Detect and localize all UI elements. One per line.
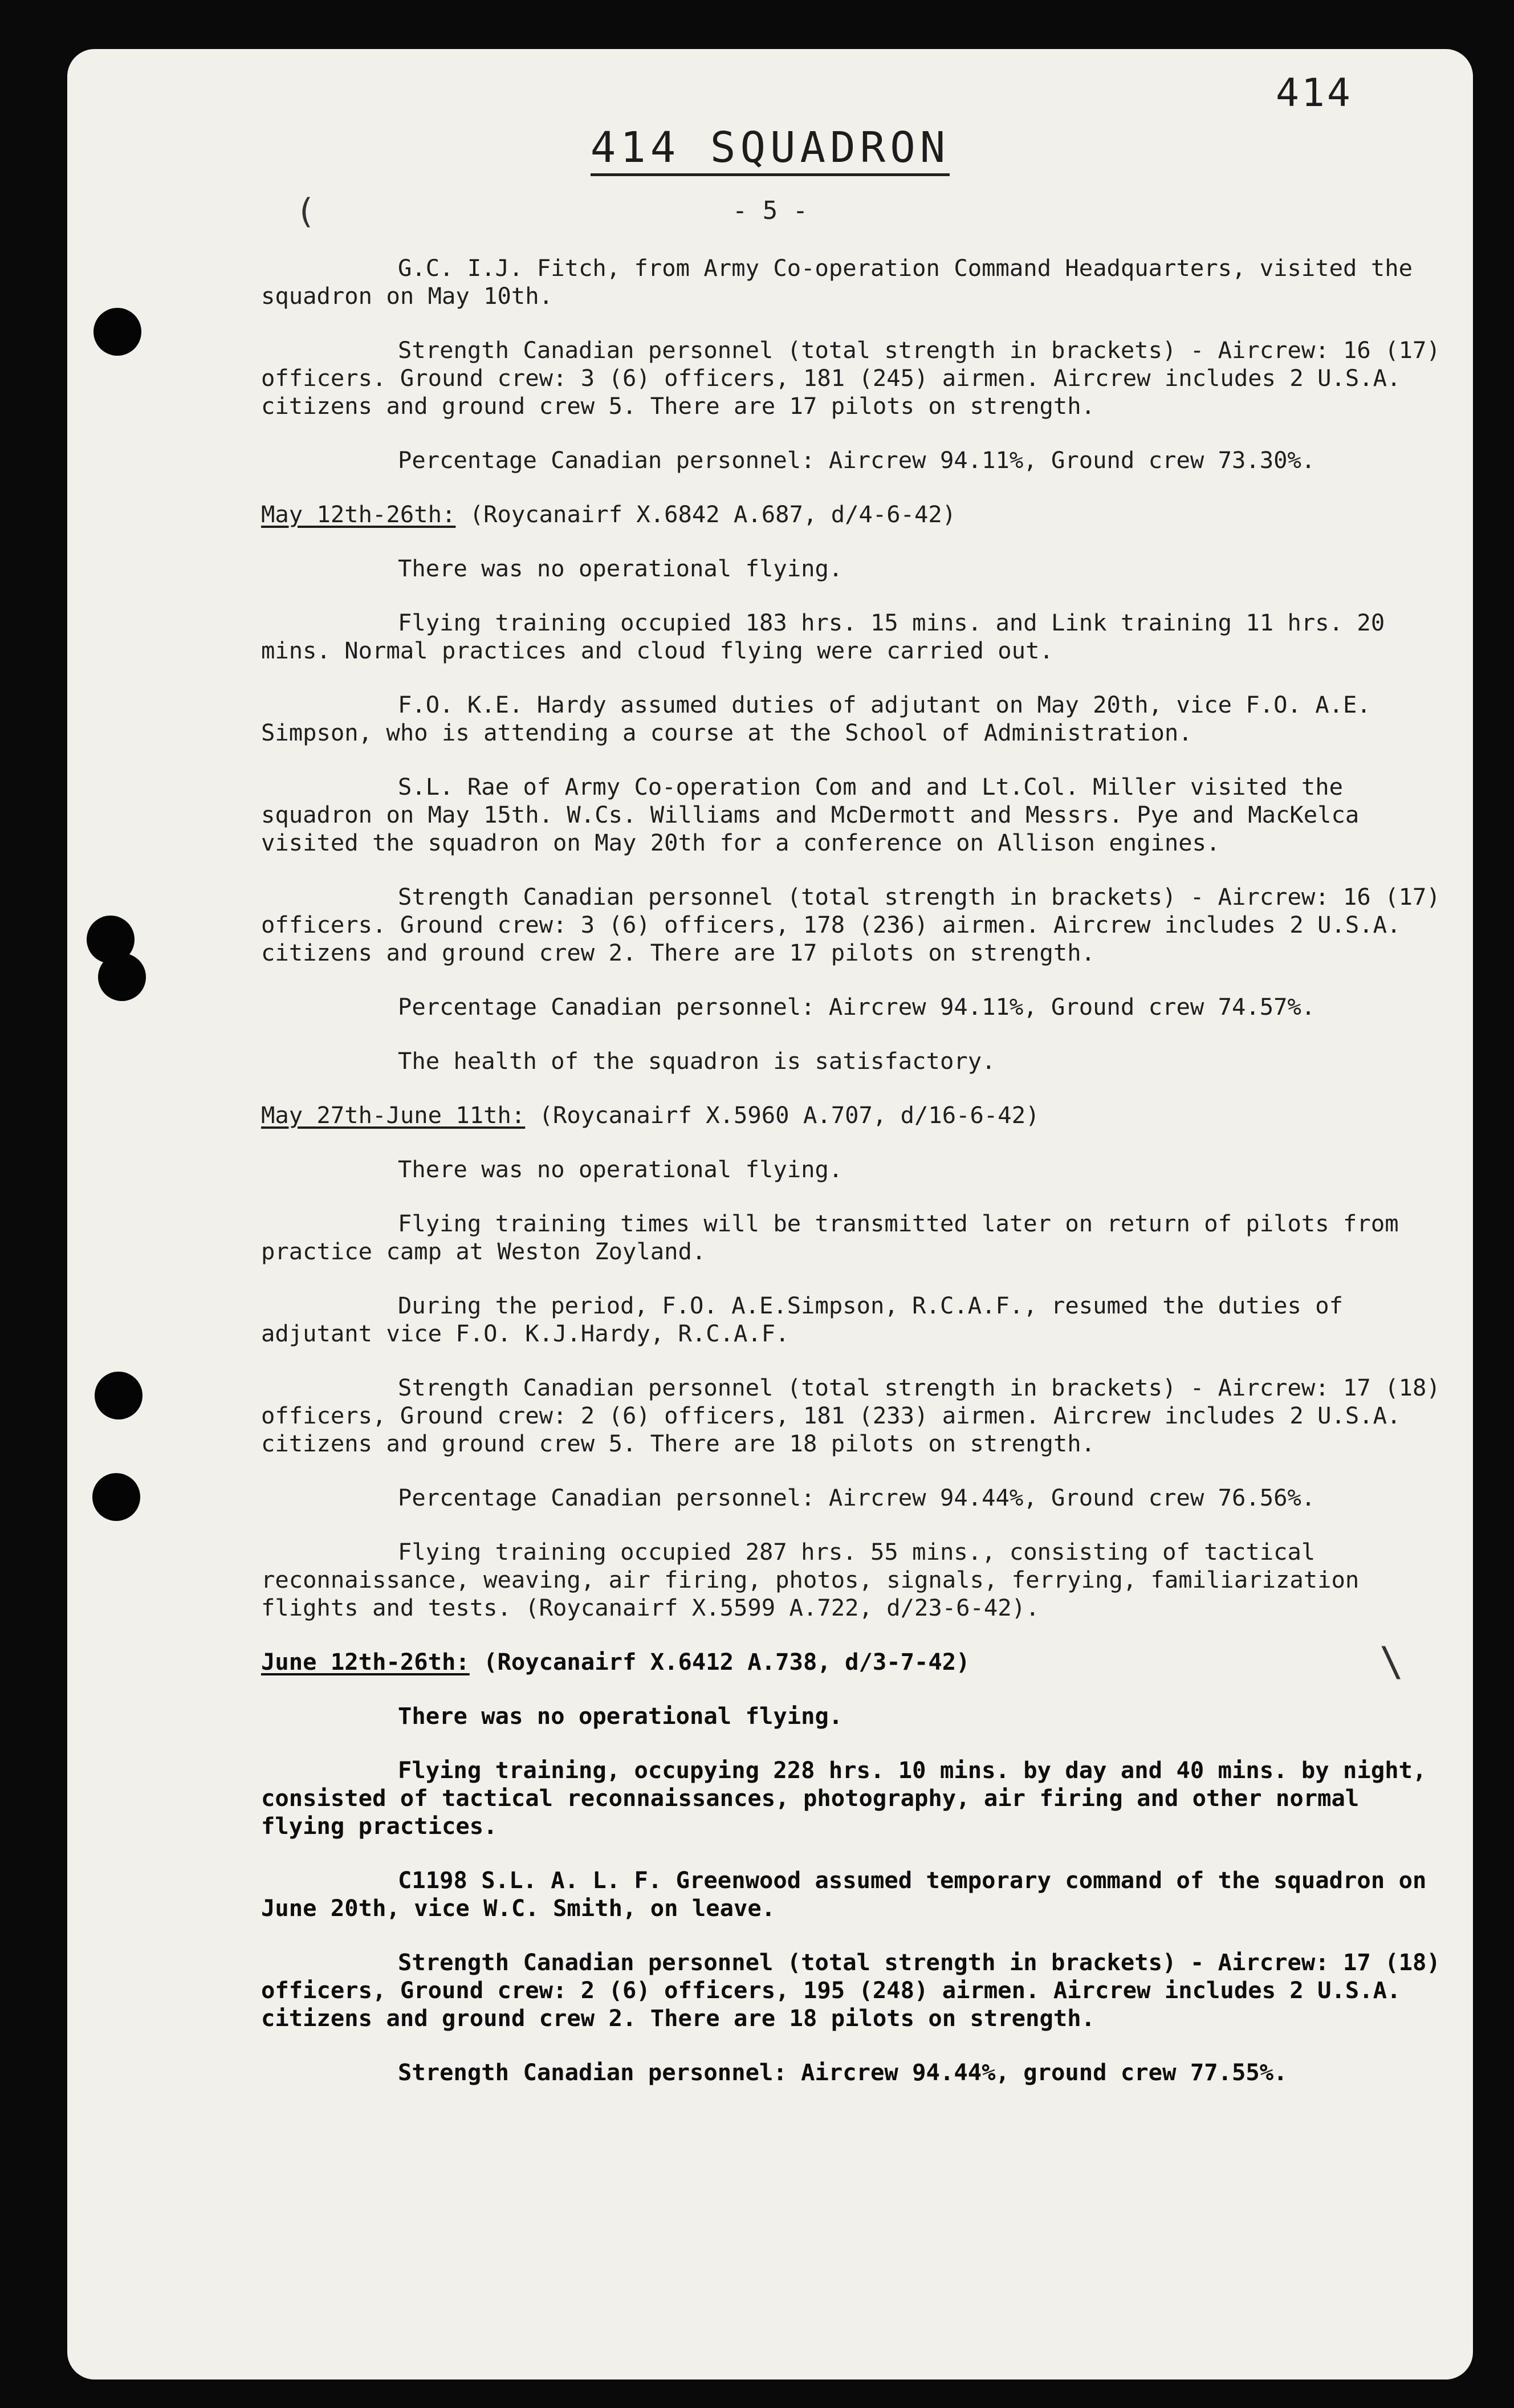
document-title: [67, 123, 1473, 172]
paragraph: There was no operational flying.: [398, 1702, 843, 1730]
section-heading-june-12: [261, 1648, 1447, 1676]
page-number: 414: [1276, 71, 1353, 116]
section-reference: (Roycanairf X.6842 A.687, d/4-6-42): [455, 501, 957, 528]
paragraph: Percentage Canadian personnel: Aircrew 94.11%, Ground crew 74.57%.: [398, 993, 1316, 1020]
paragraph: F.O. K.E. Hardy assumed duties of adjutant on May 20th, vice F.O. A.E. Simpson, who is attending a course at the School of Administration.: [261, 691, 1385, 746]
title-text: 414 SQUADRON: [591, 123, 950, 176]
paragraph: Percentage Canadian personnel: Aircrew 94.11%, Ground crew 73.30%.: [398, 446, 1316, 474]
paragraph: C1198 S.L. A. L. F. Greenwood assumed temporary command of the squadron on June 20th, vice W.C. Smith, on leave.: [261, 1866, 1440, 1922]
paragraph: Flying training occupied 183 hrs. 15 mins. and Link training 11 hrs. 20 mins. Normal practices and cloud flying were carried out.: [261, 609, 1399, 664]
section-date: May 27th-June 11th:: [261, 1101, 526, 1129]
stray-mark: (: [295, 192, 316, 231]
section-reference: (Roycanairf X.6412 A.738, d/3-7-42): [469, 1648, 970, 1675]
section-heading-may-12: [261, 501, 1447, 528]
section-reference: (Roycanairf X.5960 A.707, d/16-6-42): [525, 1101, 1040, 1129]
paragraph: Flying training times will be transmitted later on return of pilots from practice camp at Weston Zoyland.: [261, 1210, 1413, 1265]
section-date: June 12th-26th:: [261, 1648, 470, 1675]
document-body: [261, 254, 1455, 2113]
paragraph: Strength Canadian personnel (total strength in brackets) - Aircrew: 17 (18) officers, Ground crew: 2 (6) officers, 195 (248) airmen. Aircrew includes 2 U.S.A. citizens and ground crew 2. There are 18 pilots on strength.: [261, 1949, 1455, 2032]
section-heading-may-27: [261, 1101, 1447, 1129]
paragraph: Strength Canadian personnel (total strength in brackets) - Aircrew: 17 (18) officers, Ground crew: 2 (6) officers, 181 (233) airmen. Aircrew includes 2 U.S.A. citizens and ground crew 5. There are 18 pilots on strength.: [261, 1374, 1455, 1457]
document-page: [67, 49, 1473, 2379]
paragraph: Strength Canadian personnel: Aircrew 94.44%, ground crew 77.55%.: [398, 2059, 1288, 2086]
paragraph: During the period, F.O. A.E.Simpson, R.C.A.F., resumed the duties of adjutant vice F.O. K.J.Hardy, R.C.A.F.: [261, 1292, 1357, 1347]
paragraph: G.C. I.J. Fitch, from Army Co-operation Command Headquarters, visited the squadron on May 10th.: [261, 254, 1427, 310]
section-date: May 12th-26th:: [261, 501, 456, 528]
punch-hole: [93, 308, 141, 356]
paragraph: The health of the squadron is satisfactory.: [398, 1047, 996, 1075]
punch-hole: [98, 953, 146, 1001]
paragraph: There was no operational flying.: [398, 1156, 843, 1183]
paragraph: Flying training, occupying 228 hrs. 10 mins. by day and 40 mins. by night, consisted of tactical reconnaissances, photography, air firing and other normal flying practices.: [261, 1756, 1440, 1840]
paragraph: Flying training occupied 287 hrs. 55 mins., consisting of tactical reconnaissance, weaving, air firing, photos, signals, ferrying, familiarization flights and tests. (Roycanairf X.5599 A.722, d/23-6-42).: [261, 1538, 1373, 1621]
paragraph: Strength Canadian personnel (total strength in brackets) - Aircrew: 16 (17) officers. Ground crew: 3 (6) officers, 178 (236) airmen. Aircrew includes 2 U.S.A. citizens and ground crew 2. There are 17 pilots on strength.: [261, 883, 1455, 966]
page-label: - 5 -: [732, 196, 808, 225]
punch-hole: [92, 1473, 140, 1521]
paragraph: S.L. Rae of Army Co-operation Com and and Lt.Col. Miller visited the squadron on May 15th. W.Cs. Williams and McDermott and Messrs. Pye and MacKelca visited the squadron on May 20th for a conference on Allison engines.: [261, 773, 1373, 856]
paragraph: Percentage Canadian personnel: Aircrew 94.44%, Ground crew 76.56%.: [398, 1484, 1316, 1511]
punch-hole: [95, 1372, 143, 1419]
stray-mark: \: [1379, 1638, 1404, 1685]
paragraph: There was no operational flying.: [398, 555, 843, 582]
paragraph: Strength Canadian personnel (total strength in brackets) - Aircrew: 16 (17) officers. Ground crew: 3 (6) officers, 181 (245) airmen. Aircrew includes 2 U.S.A. citizens and ground crew 5. There are 17 pilots on strength.: [261, 336, 1455, 420]
